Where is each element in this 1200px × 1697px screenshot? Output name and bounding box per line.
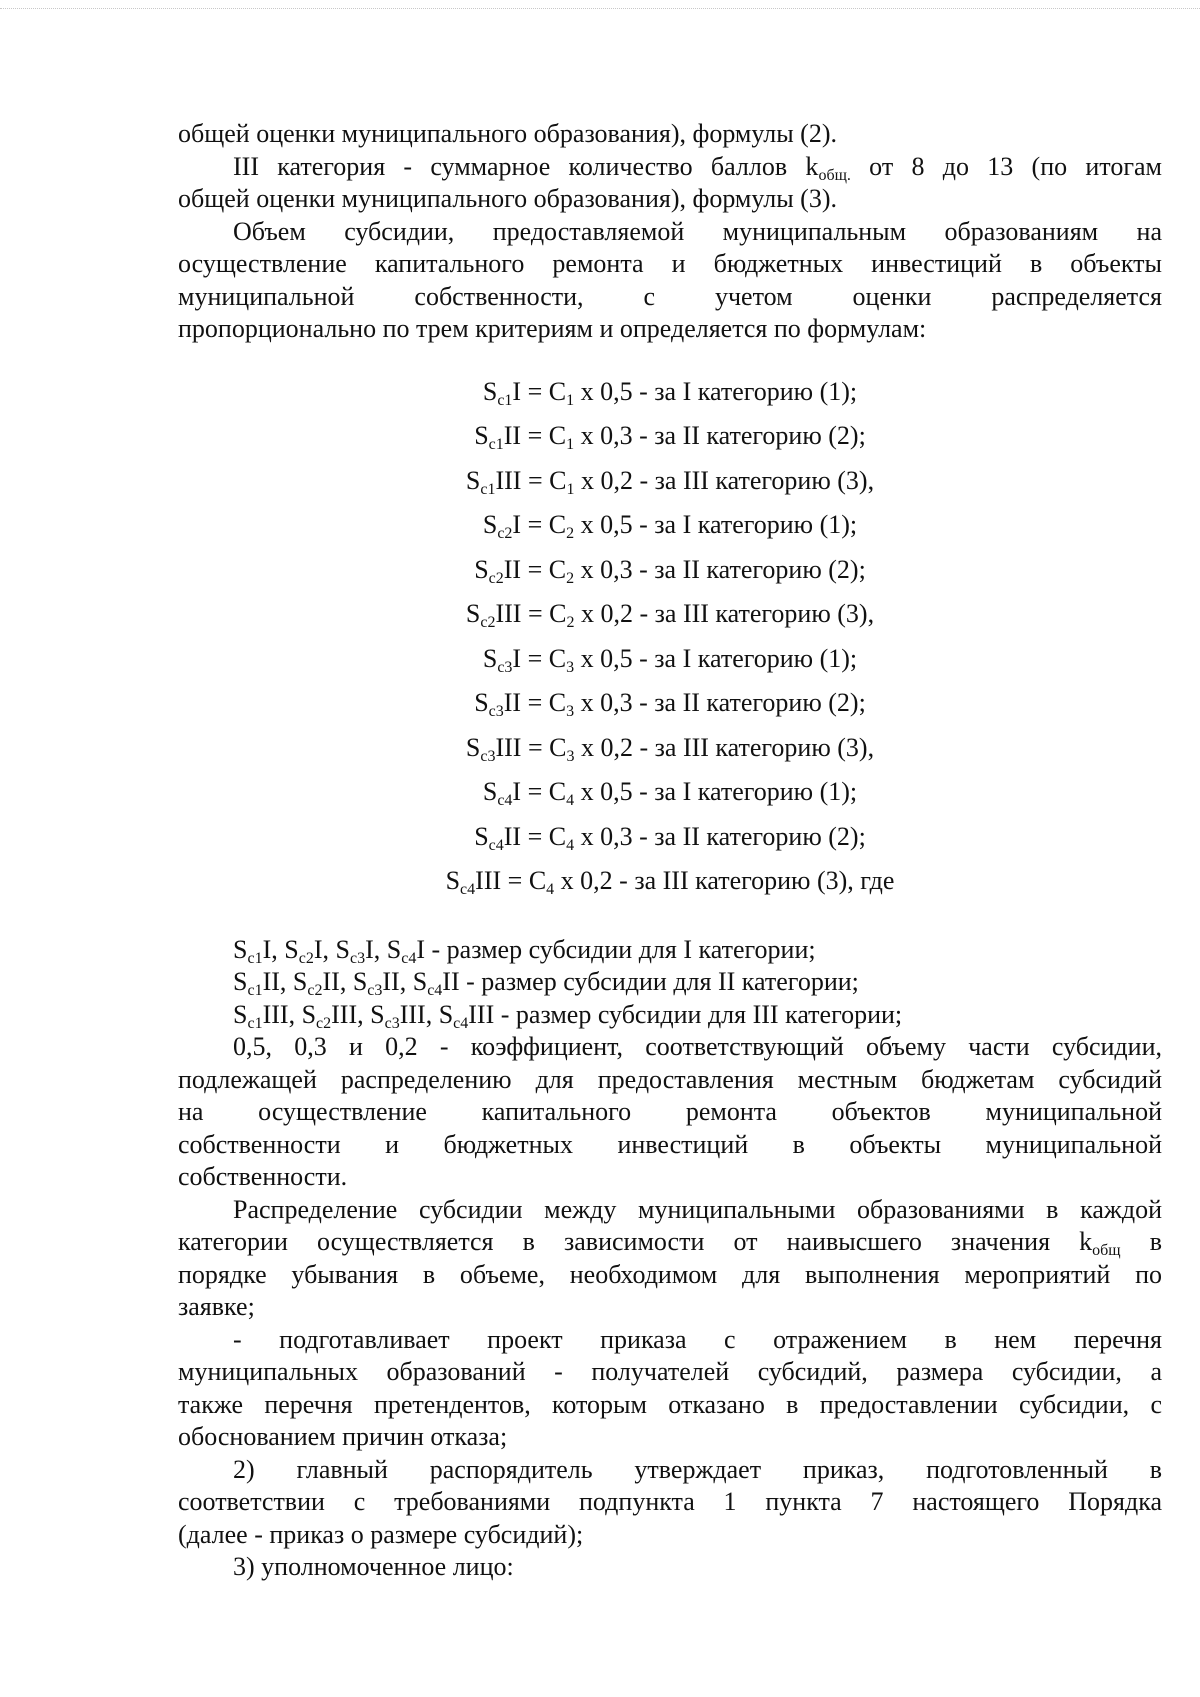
paragraph-line: Объем субсидии, предоставляемой муниципальным образованиям на [233,216,1162,246]
paragraph-category-3 [178,151,1162,184]
paragraph-line: собственности. [178,1162,348,1191]
formula: $S_{c3}II = C_3$ х 0,3 - за II категорию (2); [474,688,866,720]
paragraph-line: осуществление капитального ремонта и бюджетных инвестиций в объекты [178,249,1162,278]
paragraph-line: подлежащей распределению для предоставления местным бюджетам субсидий [178,1064,1162,1094]
paragraph-line: соответствии с требованиями подпункта 1 пункта 7 настоящего Порядка [178,1487,1162,1516]
paragraph-line: общей оценки муниципального образования), формулы (2). [178,119,838,148]
legend-line: $S_{c1}I$, $S_{c2}I$, $S_{c3}I$, $S_{c4}I$ - размер субсидии для I категории; [233,934,816,967]
formula: $S_{c1}III = C_1$ х 0,2 - за III категорию (3), [465,465,875,498]
formula: $S_{c1}II = C_1$ х 0,3 - за II категорию (2); [474,421,866,453]
formula: $S_{c4}III = C_4$ х 0,2 - за III категорию (3), где [445,866,895,898]
paragraph-line: муниципальной собственности, с учетом оценки распределяется [178,281,1162,311]
paragraph-line: собственности и бюджетных инвестиций в объекты муниципальной [178,1129,1162,1159]
paragraph-line: (далее - приказ о размере субсидий); [178,1519,584,1549]
formula-block [178,370,1162,904]
formula: $S_{c2}III = C_2$ х 0,2 - за III категорию (3), [465,599,875,631]
paragraph-line: заявке; [178,1292,255,1321]
paragraph-line: - подготавливает проект приказа с отражением в нем перечня [233,1324,1162,1354]
paragraph-line: 3) уполномоченное лицо: [233,1552,514,1581]
paragraph-line: на осуществление капитального ремонта объектов муниципальной [178,1097,1162,1126]
text-span: III категория - суммарное количество баллов k [233,151,819,181]
formula: $S_{c4}II = C_4$ х 0,3 - за II категорию (2); [474,821,866,854]
paragraph-line: 2) главный распорядитель утверждает приказ, подготовленный в [233,1454,1162,1484]
paragraph-line: муниципальных образований - получателей субсидий, размера субсидии, а [178,1357,1162,1386]
subscript: общ. [818,166,851,184]
formula: $S_{c2}II = C_2$ х 0,3 - за II категорию (2); [474,554,866,587]
text-span: от 8 до 13 (по итогам [850,151,1162,181]
document-body [178,118,1162,1584]
paragraph-line: пропорционально по трем критериям и определяется по формулам: [178,314,927,343]
formula: $S_{c3}I = C_3$ х 0,5 - за I категорию (1); [482,643,858,676]
formula: $S_{c3}III = C_3$ х 0,2 - за III категорию (3), [465,732,875,765]
formula: $S_{c4}I = C_4$ х 0,5 - за I категорию (1); [482,777,858,809]
scan-top-edge [0,8,1200,9]
paragraph-line: также перечня претендентов, которым отказано в предоставлении субсидии, с [178,1389,1162,1419]
paragraph-line: обоснованием причин отказа; [178,1422,508,1451]
legend-line: $S_{c1}III$, $S_{c2}III$, $S_{c3}III$, $S_{c4}III$ - размер субсидии для III категории; [233,999,903,1032]
formula: $S_{c1}I = C_1$ х 0,5 - за I категорию (1); [482,376,858,409]
paragraph-line: 0,5, 0,3 и 0,2 - коэффициент, соответствующий объему части субсидии, [233,1032,1162,1061]
paragraph-line: Распределение субсидии между муниципальными образованиями в каждой [233,1194,1162,1224]
paragraph-line: порядке убывания в объеме, необходимом для выполнения мероприятий по [178,1259,1162,1289]
paragraph-line: общей оценки муниципального образования), формулы (3). [178,184,838,213]
legend-line: $S_{c1}II$, $S_{c2}II$, $S_{c3}II$, $S_{c4}II$ - размер субсидии для II категории; [233,967,859,999]
formula: $S_{c2}I = C_2$ х 0,5 - за I категорию (1); [482,510,858,542]
paragraph-line: категории осуществляется в зависимости от наивысшего значения $k_{общ}$ в [178,1227,1162,1259]
